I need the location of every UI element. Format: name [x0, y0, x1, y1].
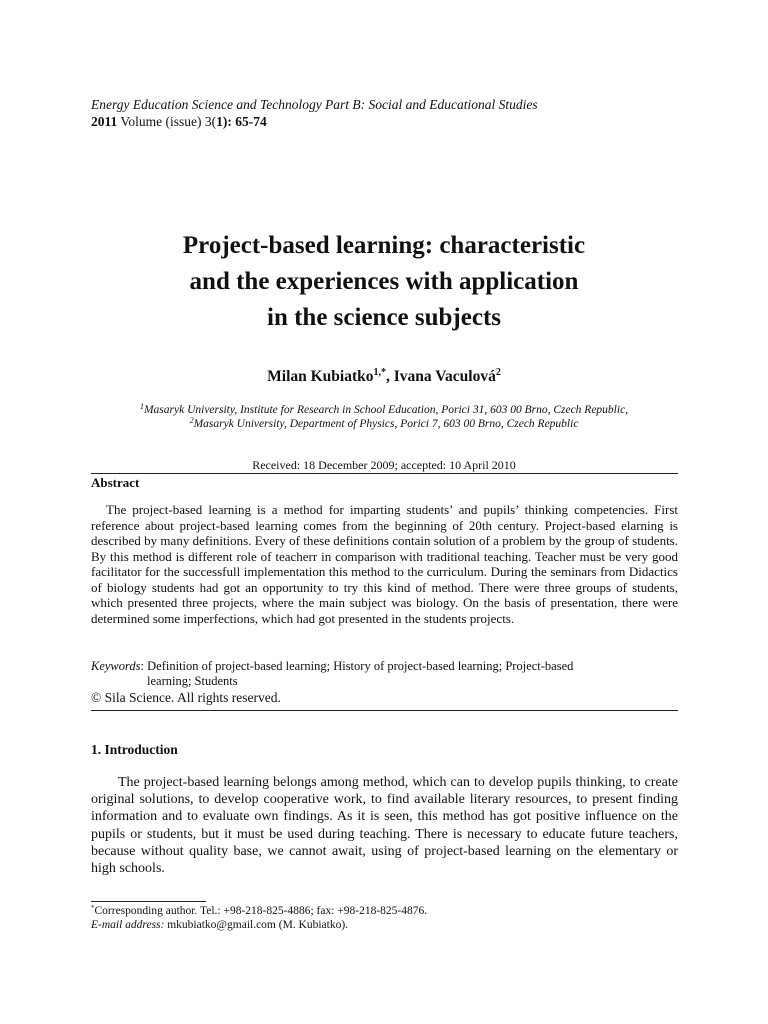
- footnote-email-address: mkubiatko@gmail.com (M. Kubiatko).: [164, 919, 349, 931]
- author-2-affiliation-mark: 2: [495, 367, 501, 378]
- abstract-top-rule: [91, 473, 678, 474]
- abstract-bottom-rule: [91, 710, 678, 711]
- keywords-line-1: [91, 659, 678, 674]
- issue-number: 1: [216, 114, 223, 129]
- affiliation-1: [40, 403, 728, 417]
- author-list: [60, 368, 708, 386]
- title-line-1: Project-based learning: characteristic: [182, 232, 586, 259]
- footnote-contact: [91, 904, 427, 918]
- footnote-contact-text: Corresponding author. Tel.: +98-218-825-4886; fax: +98-218-825-4876.: [94, 905, 428, 917]
- affiliation-2-mark: 2: [189, 416, 194, 425]
- footnote-rule: [91, 901, 206, 902]
- title-line-2: and the experiences with application: [189, 268, 579, 295]
- introduction-paragraph: The project-based learning belongs among method, which can to develop pupils thinking, to create original solutions, to develop cooperative work, to find available literary resources, to present finding information and to evaluate own findings. As it is seen, this method has got positive influence on the pupils or students, but it must be used during teaching. There is necessary to educate future teachers, because without quality base, we cannot await, using of project-based learning on the elementary or high schools.: [91, 775, 678, 877]
- received-dates: Received: 18 December 2009; accepted: 10 April 2010: [252, 458, 516, 472]
- copyright-notice: © Sila Science. All rights reserved.: [91, 690, 281, 705]
- journal-name: Energy Education Science and Technology Part B: Social and Educational Studies: [91, 97, 538, 112]
- issue-volume: Volume (issue) 3(: [117, 114, 217, 129]
- footnote: [91, 904, 427, 932]
- issue-pages: ): 65-74: [222, 114, 267, 129]
- footnote-email-label: E-mail address:: [91, 919, 165, 931]
- affiliation-2: [40, 417, 728, 431]
- author-2: Ivana Vaculová: [393, 368, 496, 385]
- affiliation-1-mark: 1: [139, 402, 144, 411]
- author-1-affiliation-mark: 1,*: [373, 367, 387, 378]
- keywords-line-2: learning; Students: [147, 673, 238, 688]
- issue-info: [91, 113, 267, 130]
- affiliation-2-text: Masaryk University, Department of Physics, Porici 7, 603 00 Brno, Czech Republic: [193, 418, 579, 430]
- abstract-body: The project-based learning is a method for imparting students’ and pupils’ thinking competencies. First reference about project-based learning comes from the beginning of 20th century. Project-based elarning is described by many definitions. Every of these definitions contain solution of a problem by the group of students. By this method is different role of teacherr in comparison with traditional teaching. Teacher must be very good facilitator for the successfull implementation this method to the curriculum. During the seminars from Didactics of biology students had got an opportunity to try this kind of method. There were three groups of students, which presented three projects, where the main subject was biology. On the basis of presentation, there were determined some imperfections, which had got presented in the students projects.: [91, 502, 678, 626]
- abstract-heading: Abstract: [91, 475, 140, 490]
- keywords: [91, 659, 678, 688]
- keywords-list: : Definition of project-based learning; History of project-based learning; Project-based: [140, 659, 574, 673]
- author-separator: ,: [386, 368, 394, 385]
- issue-year: 2011: [91, 114, 118, 129]
- paper-title: [60, 228, 708, 336]
- footnote-email: [91, 918, 427, 932]
- title-line-3: in the science subjects: [267, 304, 501, 331]
- keywords-label: Keywords: [91, 659, 141, 673]
- affiliation-1-text: Masaryk University, Institute for Research in School Education, Porici 31, 603 00 Brno, Czech Republic,: [143, 404, 629, 416]
- footnote-mark: *: [91, 904, 95, 912]
- section-heading-introduction: 1. Introduction: [91, 742, 178, 757]
- author-1: Milan Kubiatko: [267, 368, 374, 385]
